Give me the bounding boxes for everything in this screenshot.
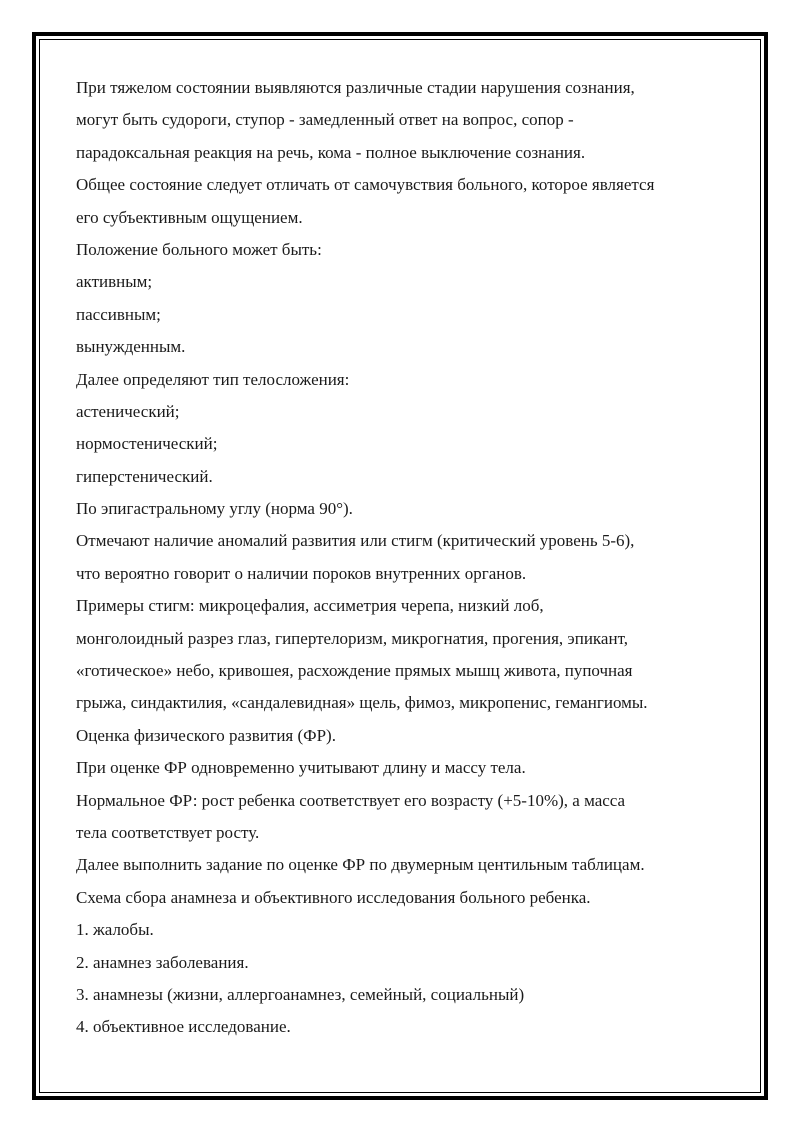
list-item: вынужденным.: [76, 337, 186, 357]
text-line: парадоксальная реакция на речь, кома - полное выключение сознания.: [76, 142, 586, 162]
text-line: могут быть судороги, ступор - замедленный ответ на вопрос, сопор -: [76, 110, 574, 130]
text-line: При тяжелом состоянии выявляются различные стадии нарушения сознания,: [76, 78, 635, 97]
text-line: Отмечают наличие аномалий развития или стигм (критический уровень 5-6),: [76, 531, 635, 551]
list-item: 3. анамнезы (жизни, аллергоанамнез, семейный, социальный): [76, 984, 525, 1004]
text-line: Далее выполнить задание по оценке ФР по двумерным центильным таблицам.: [76, 855, 645, 875]
list-item: нормостенический;: [76, 434, 218, 454]
text-line: Общее состояние следует отличать от самочувствия больного, которое является: [76, 175, 655, 195]
text-line: его субъективным ощущением.: [76, 207, 303, 227]
list-item: гиперстенический.: [76, 466, 213, 486]
list-item: 2. анамнез заболевания.: [76, 952, 249, 972]
text-line: «готическое» небо, кривошея, расхождение прямых мышц живота, пупочная: [76, 661, 633, 681]
text-line: По эпигастральному углу (норма 90°).: [76, 499, 353, 519]
text-line: Примеры стигм: микроцефалия, ассиметрия черепа, низкий лоб,: [76, 596, 544, 616]
document-body: [76, 72, 736, 1044]
text-line: Положение больного может быть:: [76, 239, 322, 259]
text-line: тела соответствует росту.: [76, 822, 260, 842]
text-line: Оценка физического развития (ФР).: [76, 725, 336, 745]
text-line: Далее определяют тип телосложения:: [76, 369, 350, 389]
text-line: Схема сбора анамнеза и объективного исследования больного ребенка.: [76, 887, 591, 907]
list-item: астенический;: [76, 401, 180, 421]
text-line: При оценке ФР одновременно учитывают длину и массу тела.: [76, 758, 526, 778]
text-line: монголоидный разрез глаз, гипертелоризм, микрогнатия, прогения, эпикант,: [76, 628, 628, 648]
text-line: Нормальное ФР: рост ребенка соответствует его возрасту (+5-10%), а масса: [76, 790, 626, 810]
list-item: пассивным;: [76, 304, 161, 324]
list-item: 1. жалобы.: [76, 920, 154, 940]
text-line: грыжа, синдактилия, «сандалевидная» щель, фимоз, микропенис, гемангиомы.: [76, 693, 648, 713]
list-item: 4. объективное исследование.: [76, 1017, 291, 1037]
text-line: что вероятно говорит о наличии пороков внутренних органов.: [76, 563, 527, 583]
list-item: активным;: [76, 272, 153, 292]
